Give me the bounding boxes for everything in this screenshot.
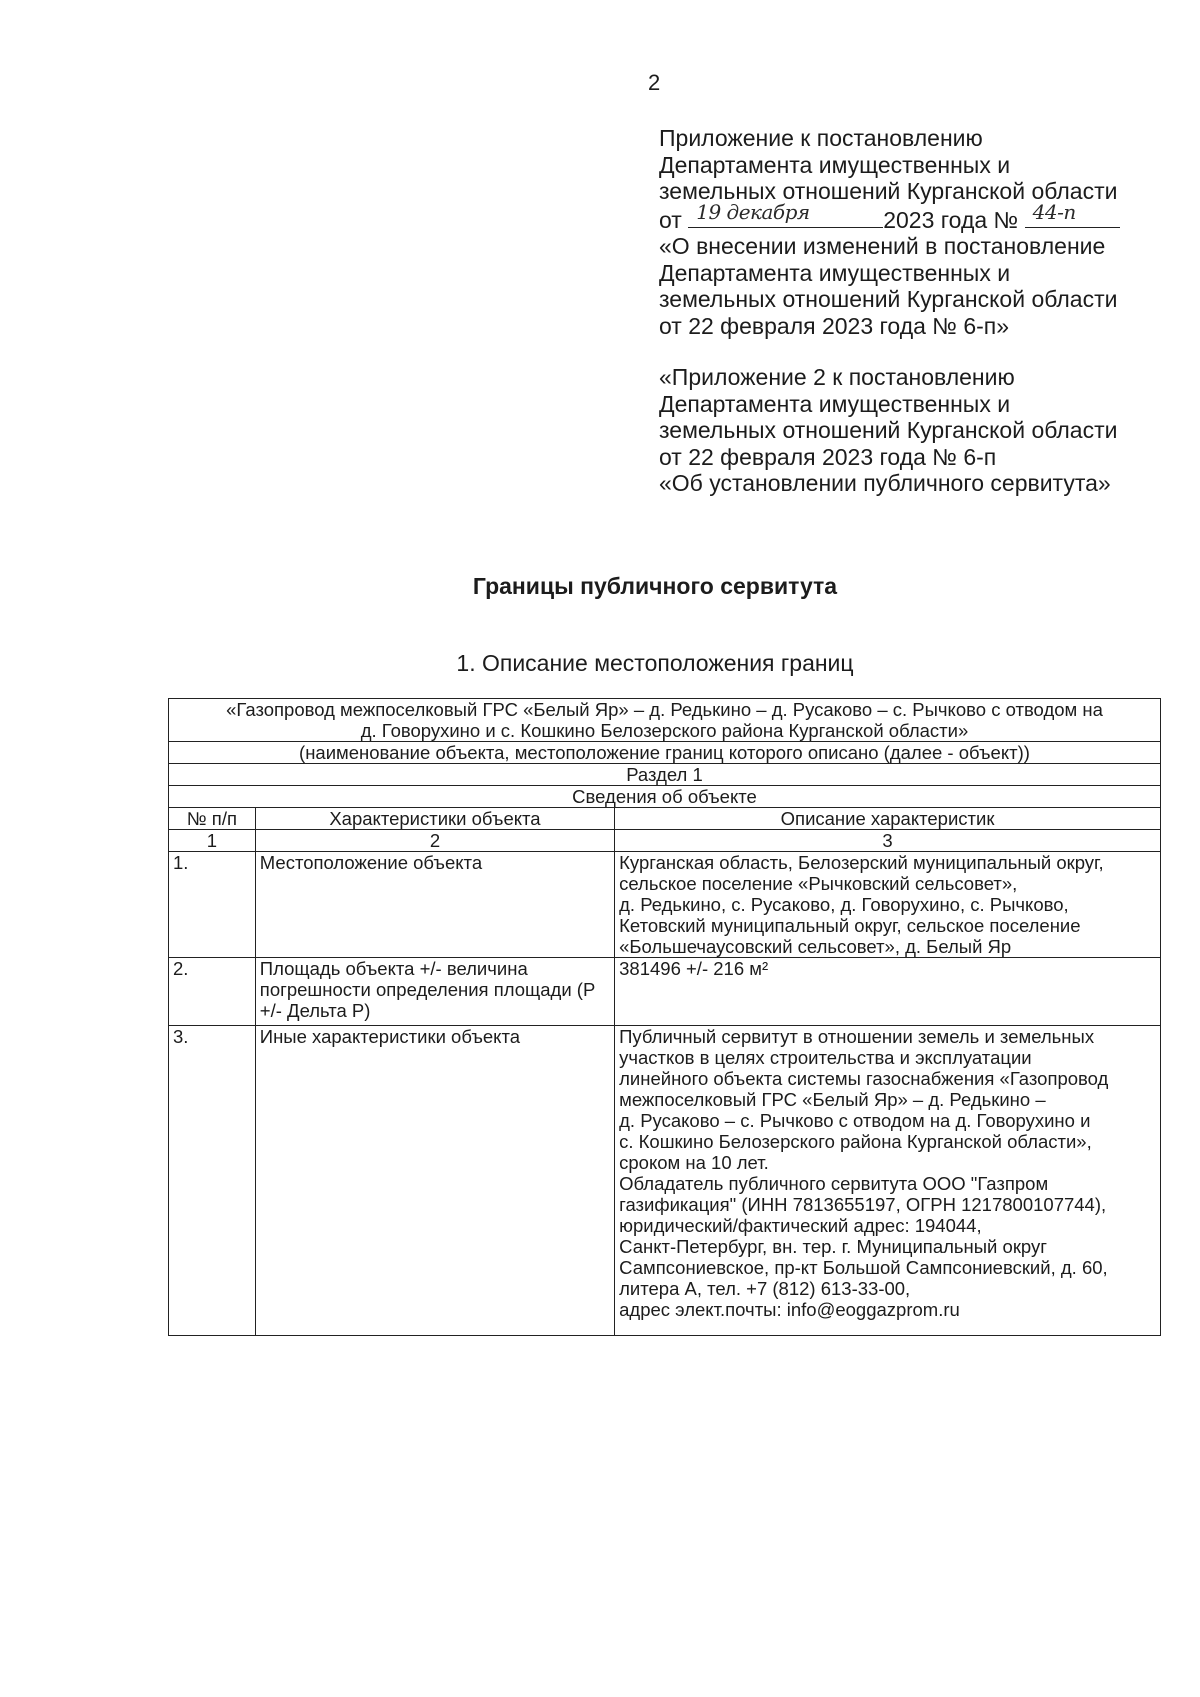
document-title: Границы публичного сервитута: [472, 573, 838, 599]
description-line: Курганская область, Белозерский муниципальный округ,: [619, 852, 1104, 873]
appendix-line: Департамента имущественных и: [659, 259, 1011, 286]
handwritten-number: 44-п: [1032, 199, 1076, 224]
description-line: участков в целях строительства и эксплуатации: [619, 1047, 1032, 1068]
description-line: газификация" (ИНН 7813655197, ОГРН 1217800107744),: [619, 1194, 1107, 1215]
header-cell: Описание характеристик: [615, 808, 1161, 830]
description-line: сроком на 10 лет.: [619, 1152, 769, 1173]
description-line: с. Кошкино Белозерского района Курганской области»,: [619, 1131, 1092, 1152]
header-row: [169, 808, 1161, 830]
row-characteristic: Площадь объекта +/- величина погрешности определения площади (Р +/- Дельта Р): [255, 958, 614, 1026]
object-name-row: [169, 699, 1161, 742]
description-line: литера А, тел. +7 (812) 613-33-00,: [619, 1278, 911, 1299]
object-table: [168, 698, 1161, 1336]
table-row: [169, 852, 1161, 958]
row-description: [615, 852, 1161, 958]
header-number-cell: 1: [169, 830, 256, 852]
description-line: «Большечаусовский сельсовет», д. Белый Яр: [619, 936, 1012, 957]
table-row: [169, 958, 1161, 1026]
header-cell: Характеристики объекта: [255, 808, 614, 830]
description-line: д. Русаково – с. Рычково с отводом на д. Говорухино и: [619, 1110, 1091, 1131]
description-line: Кетовский муниципальный округ, сельское поселение: [619, 915, 1081, 936]
page-number: 2: [648, 70, 661, 95]
appendix-line: Приложение к постановлению: [659, 125, 983, 151]
row-characteristic: Иные характеристики объекта: [255, 1026, 614, 1336]
object-name-line: д. Говорухино и с. Кошкино Белозерского района Курганской области»: [360, 720, 969, 741]
description-line: межпоселковый ГРС «Белый Яр» – д. Редькино –: [619, 1089, 1046, 1110]
appendix-line: «Приложение 2 к постановлению: [659, 364, 1015, 390]
object-caption-row: [169, 742, 1161, 764]
appendix-line: Департамента имущественных и: [659, 390, 1011, 417]
description-line: Публичный сервитут в отношении земель и земельных: [619, 1026, 1095, 1047]
row-number: 2.: [169, 958, 256, 1026]
row-description: [615, 1026, 1161, 1336]
description-line: адрес элект.почты: info@eoggazprom.ru: [619, 1299, 960, 1320]
description-line: Обладатель публичного сервитута ООО "Газпром: [619, 1173, 1049, 1194]
appendix-line: «Об установлении публичного сервитута»: [659, 470, 1111, 496]
appendix-header: [659, 125, 1179, 497]
description-line: 381496 +/- 216 м²: [619, 958, 769, 979]
section-label: Раздел 1: [169, 764, 1161, 786]
section-title: 1. Описание местоположения границ: [456, 650, 854, 676]
appendix-line: земельных отношений Курганской области: [659, 417, 1118, 443]
description-line: Сампсониевское, пр-кт Большой Сампсониевский, д. 60,: [619, 1257, 1108, 1278]
row-description: [615, 958, 1161, 1026]
description-line: юридический/фактический адрес: 194044,: [619, 1215, 982, 1236]
description-line: Санкт-Петербург, вн. тер. г. Муниципальный округ: [619, 1236, 1047, 1257]
appendix-line: от 22 февраля 2023 года № 6-п»: [659, 312, 1010, 339]
row-characteristic: Местоположение объекта: [255, 852, 614, 958]
header-number-cell: 2: [255, 830, 614, 852]
table-row: [169, 1026, 1161, 1336]
appendix-line: земельных отношений Курганской области: [659, 286, 1118, 312]
row-number: 1.: [169, 852, 256, 958]
object-name-line: «Газопровод межпоселковый ГРС «Белый Яр» – д. Редькино – д. Русаково – с. Рычково с отводом на: [226, 699, 1103, 720]
section-subtitle-row: [169, 786, 1161, 808]
section-subtitle: Сведения об объекте: [169, 786, 1161, 808]
number-blank: [1025, 199, 1120, 228]
header-number-cell: 3: [615, 830, 1161, 852]
appendix-line: «О внесении изменений в постановление: [659, 233, 1106, 259]
handwritten-date: 19 декабря: [696, 199, 810, 224]
year-text: 2023 года №: [883, 206, 1019, 233]
header-cell: № п/п: [169, 808, 256, 830]
row-number: 3.: [169, 1026, 256, 1336]
object-caption: (наименование объекта, местоположение границ которого описано (далее - объект)): [169, 742, 1161, 764]
date-prefix: от: [659, 206, 682, 233]
appendix-date-line: [659, 199, 1179, 234]
description-line: сельское поселение «Рычковский сельсовет»,: [619, 873, 1018, 894]
appendix-line: от 22 февраля 2023 года № 6-п: [659, 443, 997, 470]
date-blank: [688, 199, 883, 228]
section-label-row: [169, 764, 1161, 786]
appendix-line: Департамента имущественных и: [659, 151, 1011, 178]
appendix-line: земельных отношений Курганской области: [659, 178, 1118, 204]
object-name-cell: [169, 699, 1161, 742]
description-line: линейного объекта системы газоснабжения «Газопровод: [619, 1068, 1109, 1089]
header-number-row: [169, 830, 1161, 852]
description-line: д. Редькино, с. Русаково, д. Говорухино, с. Рычково,: [619, 894, 1069, 915]
